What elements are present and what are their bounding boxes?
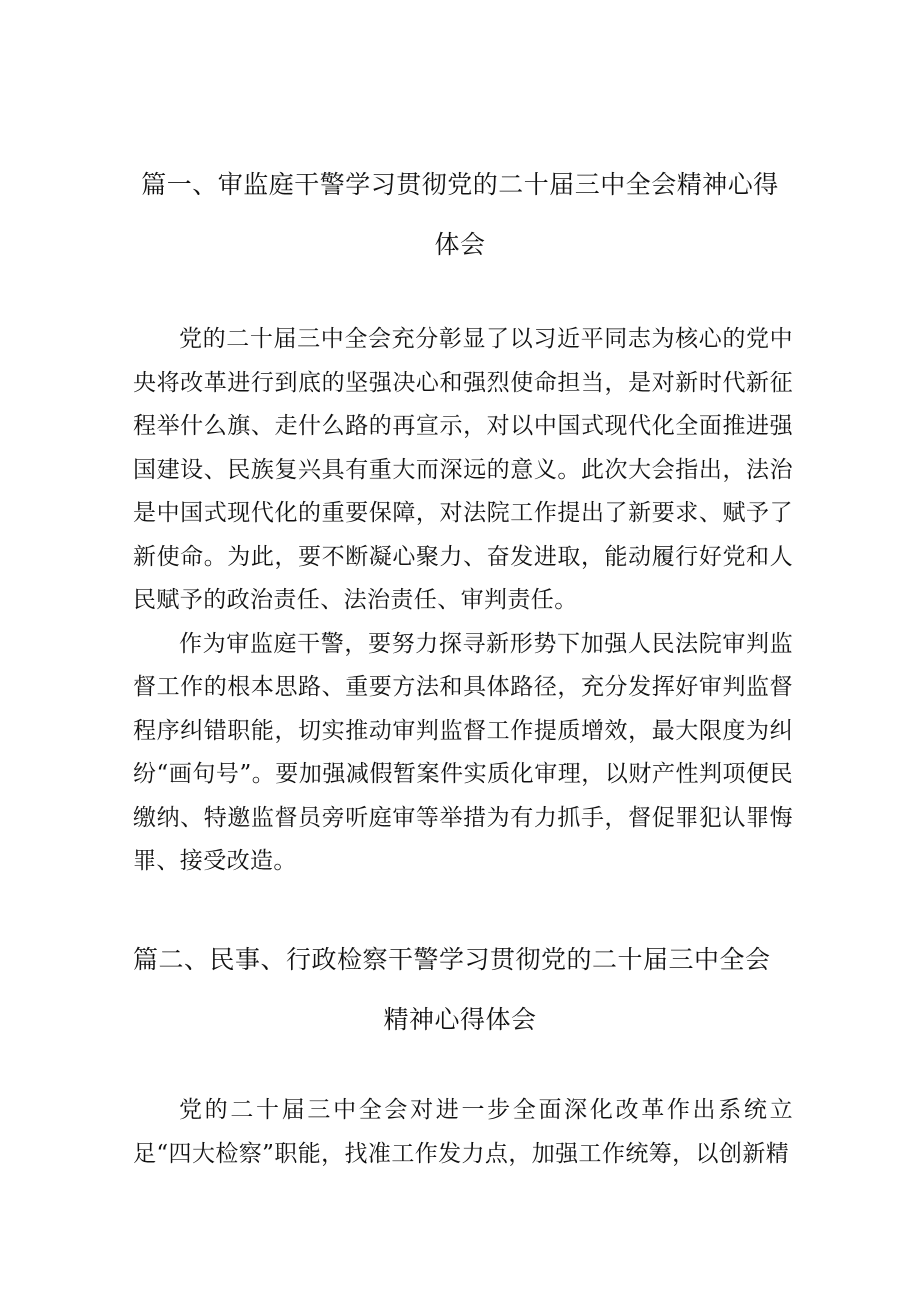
article-1-paragraph-2: 作为审监庭干警，要努力探寻新形势下加强人民法院审判监督工作的根本思路、重要方法和具体路径，充分发挥好审判监督程序纠错职能，切实推动审判监督工作提质增效，最大限度为纠纷“画句号”。要加强减假暂案件实质化审理，以财产性判项便民缴纳、特邀监督员旁听庭审等举措为有力抓手，督促罪犯认罪悔罪、接受改造。 <box>133 630 793 874</box>
article-2-paragraph-1: 党的二十届三中全会对进一步全面深化改革作出系统立足“四大检察”职能，找准工作发力点，加强工作统筹，以创新精 <box>133 1097 793 1167</box>
article-1-body <box>133 318 793 884</box>
article-1-title-line-1: 篇一、审监庭干警学习贯彻党的二十届三中全会精神心得 <box>141 170 779 199</box>
article-1-title <box>0 155 920 275</box>
article-2-title-line-1: 篇二、民事、行政检察干警学习贯彻党的二十届三中全会 <box>133 945 771 974</box>
article-1-paragraph-1: 党的二十届三中全会充分彰显了以习近平同志为核心的党中央将改革进行到底的坚强决心和强烈使命担当，是对新时代新征程举什么旗、走什么路的再宣示，对以中国式现代化全面推进强国建设、民族复兴具有重大而深远的意义。此次大会指出，法治是中国式现代化的重要保障，对法院工作提出了新要求、赋予了新使命。为此，要不断凝心聚力、奋发进取，能动履行好党和人民赋予的政治责任、法治责任、审判责任。 <box>133 326 793 613</box>
article-2-title <box>0 930 920 1050</box>
article-2-body <box>133 1089 793 1176</box>
article-1-title-line-2: 体会 <box>434 230 486 259</box>
article-2-title-line-2: 精神心得体会 <box>383 1005 537 1034</box>
